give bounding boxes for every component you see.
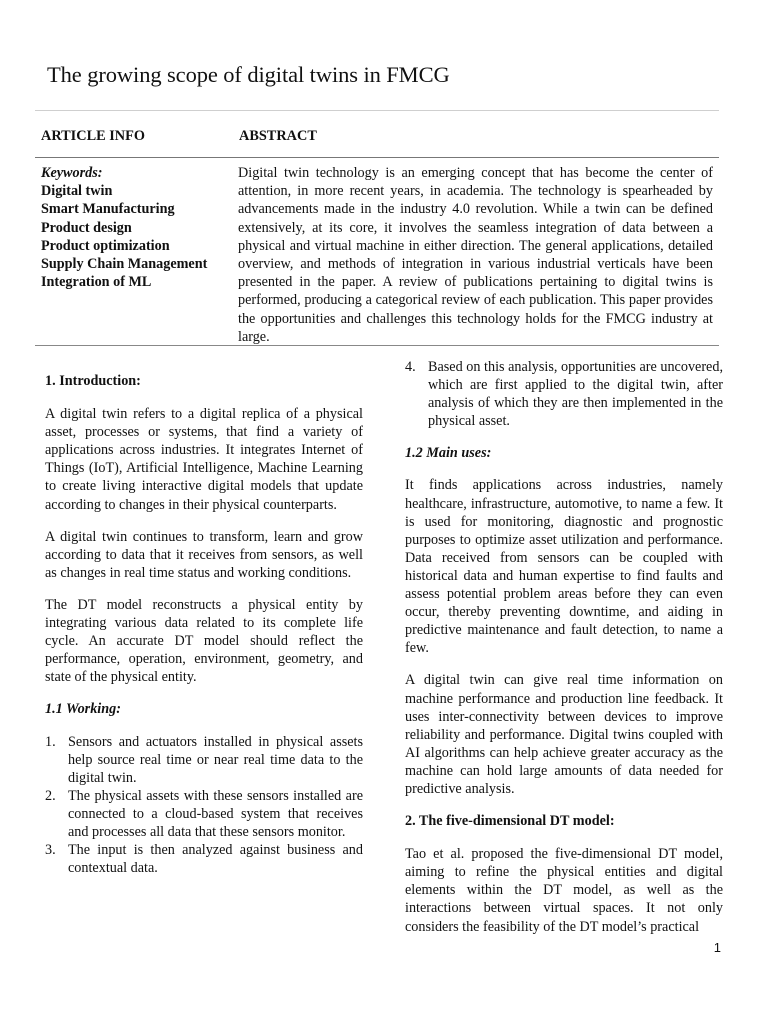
main-uses-heading: 1.2 Main uses: — [405, 445, 492, 462]
abstract-heading: ABSTRACT — [239, 128, 317, 144]
keyword-item: Supply Chain Management — [41, 256, 208, 273]
list-item-text: Sensors and actuators installed in physical assets help source real time or near real time data to the digital twin. — [68, 733, 363, 786]
list-item-text: Based on this analysis, opportunities are uncovered, which are first applied to the digital twin, after analysis of which they are then implemented in the physical asset. — [428, 359, 723, 430]
abstract-text: Digital twin technology is an emerging concept that has become the center of attention, in more recent years, in academia. The technology is spearheaded by advancements made in the industry 4.0 revolution. While a twin can be defined extensively, at its core, it involves the seamless integration of data between a physical and virtual machine in either direction. The general applications, detailed overview, and methods of integration in various industrial verticals have been presented in the paper. A review of publications pertaining to digital twins is performed, producing a categorical review of each publication. This paper provides the opportunities and challenges this technology holds for the FMCG industry at large. — [238, 165, 713, 345]
working-list-continued — [405, 358, 723, 430]
keyword-item: Digital twin — [41, 183, 113, 200]
paper-title: The growing scope of digital twins in FMCG — [47, 62, 450, 87]
body-paragraph: It finds applications across industries, namely healthcare, infrastructure, automotive, to name a few. It is used for monitoring, diagnostic and prognostic purposes to optimize asset utilization and performance. Data received from sensors can be coupled with historical data and human expertise to find faults and assess potential problem areas before they can even occur, thereby preventing downtime, and aiding in predictive maintenance and fault detection, to name a few. — [405, 477, 723, 657]
keyword-item: Smart Manufacturing — [41, 201, 175, 218]
list-item — [45, 787, 363, 841]
working-list — [45, 733, 363, 878]
five-dimensional-model-heading: 2. The five-dimensional DT model: — [405, 813, 615, 830]
abstract-divider — [35, 345, 719, 346]
right-column — [405, 358, 723, 950]
list-item-text: The input is then analyzed against business and contextual data. — [68, 842, 363, 877]
body-paragraph: A digital twin can give real time information on machine performance and production line feedback. It uses inter-connectivity between devices to improve reliability and performance. Digital twins coupled with AI algorithms can help achieve greater accuracy as the machine can hold large amounts of data needed for predictive analysis. — [405, 672, 723, 797]
list-item — [45, 841, 363, 877]
keywords-block — [41, 164, 231, 291]
article-info-heading: ARTICLE INFO — [41, 128, 145, 144]
page-number: 1 — [713, 940, 721, 955]
keyword-item: Product design — [41, 219, 132, 236]
body-paragraph: Tao et al. proposed the five-dimensional DT model, aiming to refine the physical entities and digital elements within the DT model, as well as the interactions between virtual spaces. It not only considers the feasibility of the DT model’s practical — [405, 846, 723, 935]
body-paragraph: A digital twin refers to a digital replica of a physical asset, processes or systems, that find a variety of applications across industries. It integrates Internet of Things (IoT), Artificial Intelligence, Machine Learning to create living interactive digital models that update according to changes in their physical counterparts. — [45, 406, 363, 513]
list-item-number: 3. — [45, 842, 56, 859]
introduction-heading: 1. Introduction: — [45, 373, 141, 389]
list-item-text: The physical assets with these sensors installed are connected to a cloud-based system that receives and processes all data that these sensors monitor. — [68, 787, 363, 840]
list-item-number: 4. — [405, 359, 416, 375]
keyword-item: Integration of ML — [41, 274, 152, 291]
title-divider — [35, 110, 719, 111]
body-paragraph: The DT model reconstructs a physical entity by integrating various data related to its complete life cycle. An accurate DT model should reflect the performance, operation, environment, geometry, and state of the physical entity. — [45, 596, 363, 686]
left-column — [45, 372, 363, 891]
body-paragraph: A digital twin continues to transform, learn and grow according to data that it receives from sensors, as well as changes in real time status and working conditions. — [45, 528, 363, 581]
header-divider — [35, 157, 719, 158]
keyword-item: Product optimization — [41, 237, 170, 254]
list-item-number: 1. — [45, 733, 56, 750]
keywords-label: Keywords: — [41, 165, 103, 181]
list-item — [45, 733, 363, 787]
list-item-number: 2. — [45, 787, 56, 804]
working-heading: 1.1 Working: — [45, 701, 121, 718]
list-item — [405, 358, 723, 430]
